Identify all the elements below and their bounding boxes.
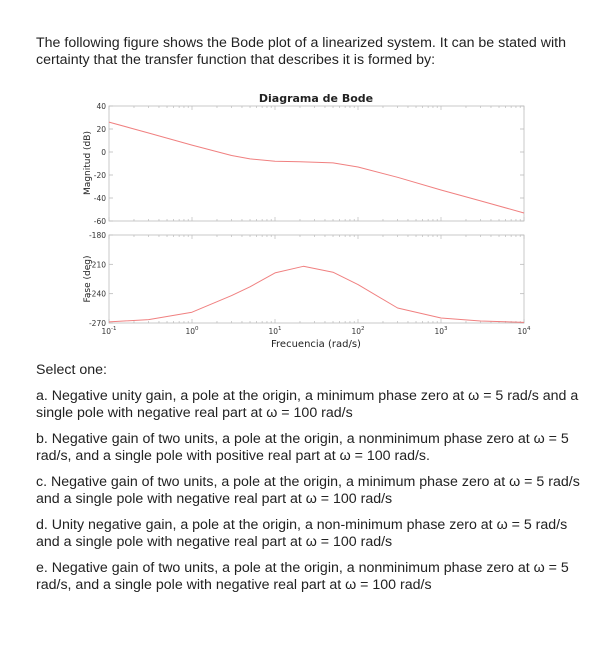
option-d[interactable]: d. Unity negative gain, a pole at the origin, a non-minimum phase zero at ω = 5 rad/s and a single pole with negative real part at ω = 100 rad/s xyxy=(36,517,568,550)
xtick-label: $10^2$ xyxy=(351,326,365,336)
xtick-label: $10^0$ xyxy=(185,326,199,336)
option-a[interactable]: a. Negative unity gain, a pole at the origin, a minimum phase zero at ω = 5 rad/s and a single pole with negative real part at ω = 100 rad/s xyxy=(36,388,579,421)
phase-ytick-label: -210 xyxy=(88,260,106,270)
xtick-label: $10^4$ xyxy=(517,326,531,336)
magnitude-response-line xyxy=(109,122,524,213)
question-text: The following figure shows the Bode plot of a linearized system. It can be stated with certainty that the transfer function that describes it is formed by: xyxy=(36,35,566,68)
magnitude-ytick-label: 20 xyxy=(96,125,106,134)
option-e[interactable]: e. Negative gain of two units, a pole at the origin, a nonminimum phase zero at ω = 5 rad/s, and a single pole with negative real part at ω = 100 rad/s xyxy=(36,560,569,593)
xtick-label: $10^3$ xyxy=(434,326,448,336)
phase-ytick-label: -270 xyxy=(88,319,106,328)
magnitude-ytick-label: -60 xyxy=(93,217,106,226)
magnitude-plot-frame xyxy=(109,106,524,221)
answer-options xyxy=(36,388,584,603)
phase-response-line xyxy=(109,266,524,322)
phase-axis-label: Fase (deg) xyxy=(83,255,93,303)
bode-plot-figure xyxy=(68,88,538,358)
xtick-label: $10^1$ xyxy=(268,326,282,336)
magnitude-axis-label: Magnitud (dB) xyxy=(83,131,93,195)
select-one-label: Select one: xyxy=(36,362,107,378)
phase-ytick-label: -180 xyxy=(88,231,106,240)
option-b[interactable]: b. Negative gain of two units, a pole at the origin, a nonminimum phase zero at ω = 5 rad/s, and a single pole with positive real part at ω = 100 rad/s. xyxy=(36,431,569,464)
magnitude-ytick-label: -40 xyxy=(93,194,106,203)
phase-plot-frame xyxy=(109,235,524,323)
magnitude-ytick-label: -20 xyxy=(93,171,106,180)
xtick-label: $10^{-1}$ xyxy=(101,326,117,336)
chart-title: Diagrama de Bode xyxy=(258,92,374,105)
phase-ytick-label: -240 xyxy=(88,289,106,299)
frequency-axis-label: Frecuencia (rad/s) xyxy=(271,339,361,350)
option-c[interactable]: c. Negative gain of two units, a pole at the origin, a minimum phase zero at ω = 5 rad/s and a single pole with negative real part at ω = 100 rad/s xyxy=(36,474,580,507)
magnitude-ytick-label: 0 xyxy=(101,148,106,157)
magnitude-ytick-label: 40 xyxy=(96,102,106,111)
